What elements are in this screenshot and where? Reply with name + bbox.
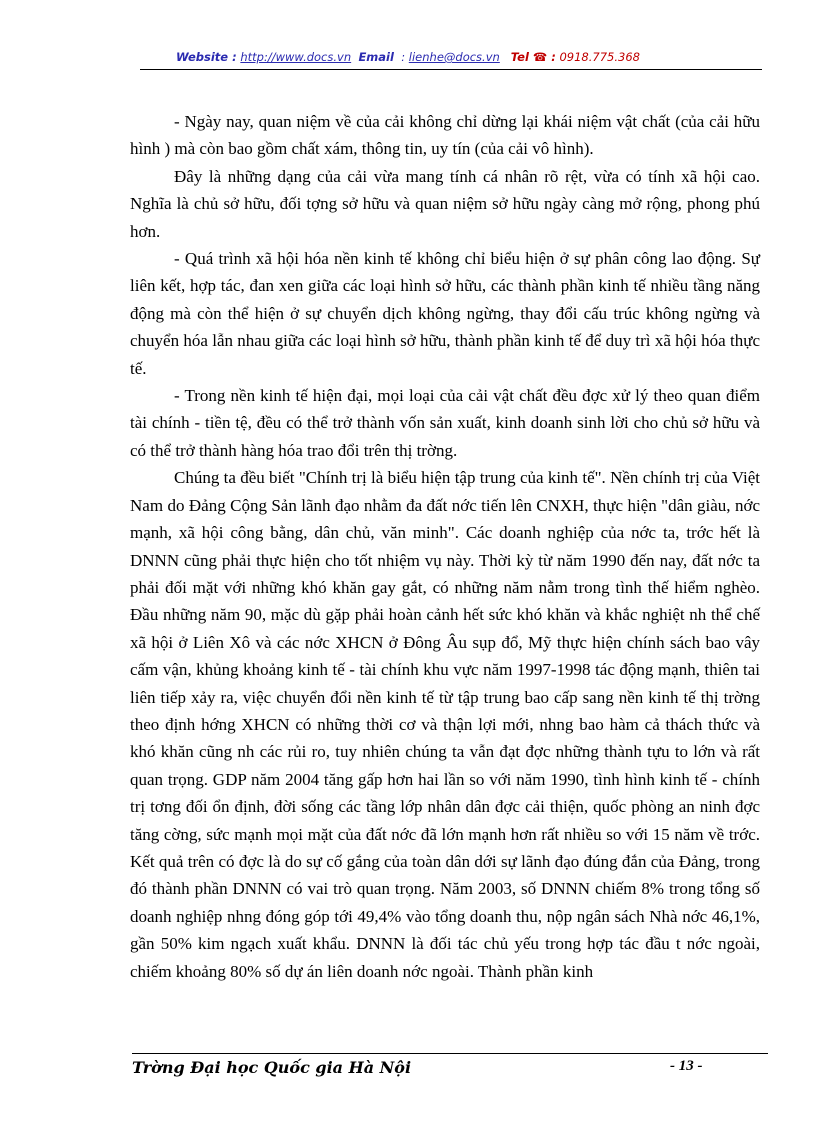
paragraph: Đây là những dạng của cải vừa mang tính cá nhân rõ rệt, vừa có tính xã hội cao. Nghĩa là chủ sở hữu, đối tợng sở hữu và quan niệm sở hữu ngày càng mở rộng, phong phú hơn. bbox=[130, 166, 760, 241]
tel-label: Tel ☎ : bbox=[510, 50, 556, 64]
page-header bbox=[0, 50, 816, 64]
website-label: Website : bbox=[176, 50, 237, 64]
paragraph: - Quá trình xã hội hóa nền kinh tế không chỉ biểu hiện ở sự phân công lao động. Sự liên kết, hợp tác, đan xen giữa các loại hình sở hữu, các thành phần kinh tế nhiều tầng năng động mà còn thể hiện ở sự chuyển dịch không ngừng, thay đổi cấu trúc không ngừng và chuyển hóa lẫn nhau giữa các loại hình sở hữu, thành phần kinh tế để duy trì xã hội hóa thực tế. bbox=[130, 249, 760, 378]
website-link[interactable]: http://www.docs.vn bbox=[240, 50, 352, 64]
paragraph: - Ngày nay, quan niệm về của cải không chỉ dừng lại khái niệm vật chất (của cải hữu hình ) mà còn bao gồm chất xám, thông tin, uy tín (của cải vô hình). bbox=[130, 112, 760, 159]
paragraph: Chúng ta đều biết "Chính trị là biểu hiện tập trung của kinh tế". Nền chính trị của Việt Nam do Đảng Cộng Sản lãnh đạo nhằm đa đất nớc tiến lên CNXH, thực hiện "dân giàu, nớc mạnh, xã hội công bằng, dân chủ, văn minh". Các doanh nghiệp của nớc ta, trớc hết là DNNN cũng phải thực hiện cho tốt nhiệm vụ này. Thời kỳ từ năm 1990 đến nay, đất nớc ta phải đối mặt với những khó khăn gay gắt, có những năm nằm trong tình thế hiểm nghèo. Đầu những năm 90, mặc dù gặp phải hoàn cảnh hết sức khó khăn và khắc nghiệt nh thể chế xã hội ở Liên Xô và các nớc XHCN ở Đông Âu sụp đổ, Mỹ thực hiện chính sách bao vây cấm vận, khủng khoảng kinh tế - tài chính khu vực năm 1997-1998 tác động mạnh, thiên tai liên tiếp xảy ra, việc chuyển đổi nền kinh tế từ tập trung bao cấp sang nền kinh tế thị trờng theo định hớng XHCN có những thời cơ và thận lợi mới, nhng bao hàm cả thách thức và khó khăn cũng nh các rủi ro, tuy nhiên chúng ta vẫn đạt đợc những thành tựu to lớn và rất quan trọng. GDP năm 2004 tăng gấp hơn hai lần so với năm 1990, tình hình kinh tế - chính trị tơng đối ổn định, đời sống các tầng lớp nhân dân đợc cải thiện, quốc phòng an ninh đợc tăng cờng, sức mạnh mọi mặt của đất nớc đã lớn mạnh hơn rất nhiều so với 15 năm về trớc. Kết quả trên có đợc là do sự cố gắng của toàn dân dới sự lãnh đạo đúng đắn của Đảng, trong đó thành phần DNNN có vai trò quan trọng. Năm 2003, số DNNN chiếm 8% trong tổng số doanh nghiệp nhng đóng góp tới 49,4% vào tổng doanh thu, nộp ngân sách Nhà nớc 46,1%, gần 50% kim ngạch xuất khẩu. DNNN là đối tác chủ yếu trong hợp tác đầu t nớc ngoài, chiếm khoảng 80% số dự án liên doanh nớc ngoài. Thành phần kinh bbox=[130, 468, 760, 981]
paragraph: - Trong nền kinh tế hiện đại, mọi loại của cải vật chất đều đợc xử lý theo quan điểm tài chính - tiền tệ, đều có thể trở thành vốn sản xuất, kinh doanh sinh lời cho chủ sở hữu và có thể trở thành hàng hóa trao đổi trên thị trờng. bbox=[130, 386, 760, 460]
page-number: - 13 - bbox=[670, 1058, 703, 1074]
phone-number: 0918.775.368 bbox=[559, 50, 640, 64]
email-link[interactable]: lienhe@docs.vn bbox=[408, 50, 500, 64]
footer-institution: Trờng Đại học Quốc gia Hà Nội bbox=[132, 1058, 412, 1077]
email-separator: : bbox=[401, 50, 406, 64]
header-divider bbox=[140, 69, 762, 70]
footer-divider bbox=[132, 1053, 768, 1054]
email-label: Email bbox=[358, 50, 394, 64]
body-text bbox=[130, 108, 760, 985]
